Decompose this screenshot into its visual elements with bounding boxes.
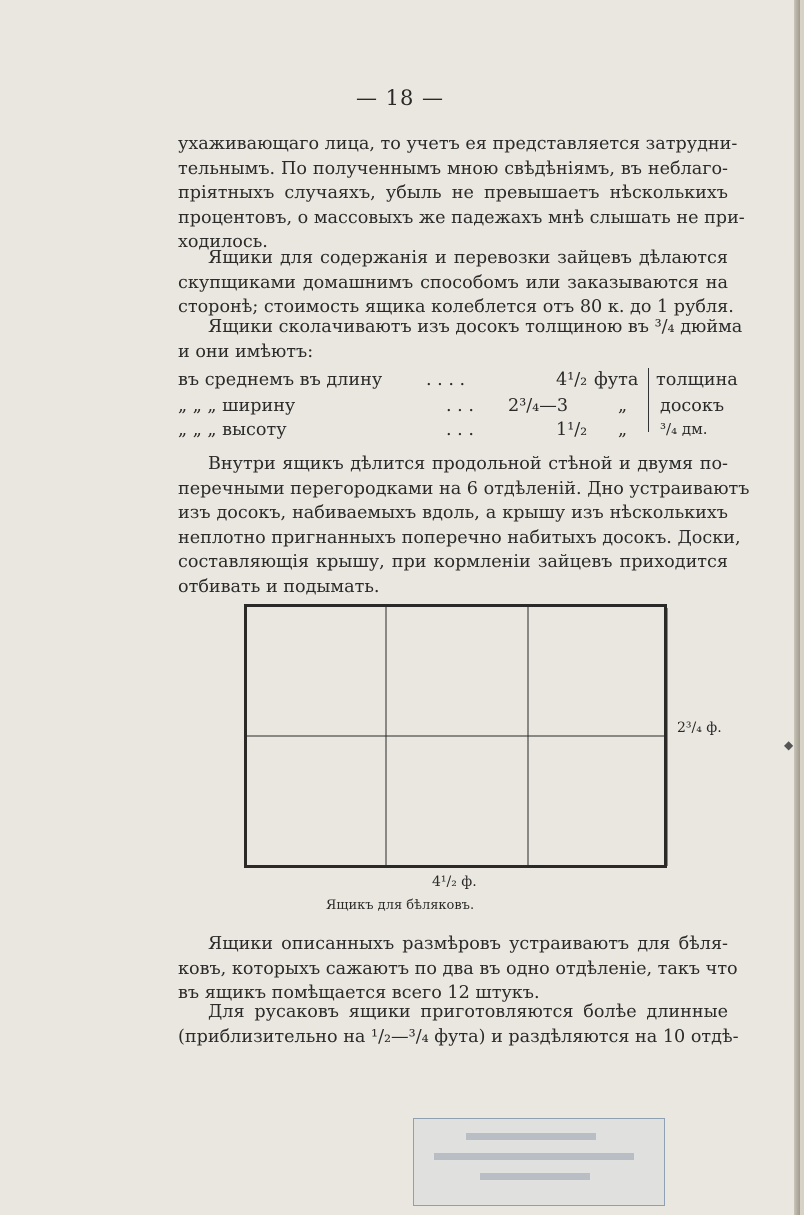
paragraph-4 [178, 452, 750, 599]
text-line: ходилось. [178, 232, 268, 252]
text-line: ковъ, которыхъ сажаютъ по два въ одно отдѣленіе, такъ что [178, 958, 738, 979]
library-stamp [413, 1118, 665, 1206]
text-line: процентовъ, о массовыхъ же падежахъ мнѣ слышать не при- [178, 207, 745, 228]
text-line: составляющія крышу, при кормленіи зайцевъ приходится [178, 552, 728, 572]
paragraph-1 [178, 132, 745, 255]
text-line: Ящики описанныхъ размѣровъ устраиваютъ для бѣля- [208, 934, 728, 954]
dimension-unit: фута [594, 370, 639, 390]
margin-speck: ◆ [784, 738, 794, 752]
box-diagram [244, 604, 668, 868]
dimension-value: 4¹/₂ [556, 370, 588, 390]
paragraph-6 [178, 1000, 739, 1049]
brace [648, 368, 655, 432]
stamp-marks [414, 1119, 664, 1205]
figure-caption: Ящикъ для бѣляковъ. [325, 898, 475, 913]
box-diagram-drawing [244, 604, 668, 868]
paragraph-2 [178, 246, 734, 320]
dimension-dots: . . . [446, 396, 474, 416]
text-line: изъ досокъ, набиваемыхъ вдоль, а крышу изъ нѣсколькихъ [178, 503, 728, 523]
text-line: Внутри ящикъ дѣлится продольной стѣной и двумя по- [208, 454, 728, 474]
text-line: въ ящикъ помѣщается всего 12 штукъ. [178, 983, 540, 1003]
dimension-label: „ „ „ ширину [178, 396, 296, 416]
dimension-label: „ „ „ высоту [178, 420, 287, 440]
text-line: ухаживающаго лица, то учетъ ея представляется затрудни- [178, 134, 738, 154]
text-line: отбивать и подымать. [178, 576, 380, 597]
dimension-dots: . . . [446, 420, 474, 440]
text-line: неплотно пригнанныхъ поперечно набитыхъ досокъ. Доски, [178, 527, 741, 548]
text-line: Ящики сколачиваютъ изъ досокъ толщиною въ ³/₄ дюйма [208, 317, 743, 337]
paragraph-5 [178, 932, 738, 1006]
dimension-dots: . . . . [426, 370, 466, 390]
figure-width-label: 4¹/₂ ф. [432, 874, 477, 890]
text-line: и они имѣютъ: [178, 341, 314, 362]
text-line: Ящики для содержанія и перевозки зайцевъ дѣлаются [208, 248, 728, 268]
paragraph-3 [178, 315, 743, 364]
text-line: скупщиками домашнимъ способомъ или заказываются на [178, 272, 728, 293]
thickness-note: досокъ [660, 396, 725, 416]
text-line: тельнымъ. По полученнымъ мною свѣдѣніямъ, въ неблаго- [178, 158, 728, 179]
dimension-value: 1¹/₂ [556, 420, 588, 440]
dimension-value: 2³/₄—3 [508, 396, 569, 416]
thickness-note: ³/₄ дм. [660, 420, 708, 438]
dimensions-table [178, 368, 738, 443]
text-line: пріятныхъ случаяхъ, убыль не превышаетъ нѣсколькихъ [178, 183, 728, 203]
text-line: перечными перегородками на 6 отдѣленій. Дно устраиваютъ [178, 478, 750, 499]
thickness-note: толщина [656, 370, 738, 390]
figure-height-label: 2³/₄ ф. [677, 720, 722, 736]
dimension-unit: „ [618, 420, 628, 440]
dimension-label: въ среднемъ въ длину [178, 370, 383, 390]
text-line: (приблизительно на ¹/₂—³/₄ фута) и раздѣляются на 10 отдѣ- [178, 1026, 739, 1047]
dimension-unit: „ [618, 396, 628, 416]
text-line: сторонѣ; стоимость ящика колеблется отъ 80 к. до 1 рубля. [178, 297, 734, 317]
text-line: Для русаковъ ящики приготовляются болѣе длинные [208, 1002, 728, 1022]
page-edge [794, 0, 800, 1215]
page-number: — 18 — [355, 86, 445, 110]
